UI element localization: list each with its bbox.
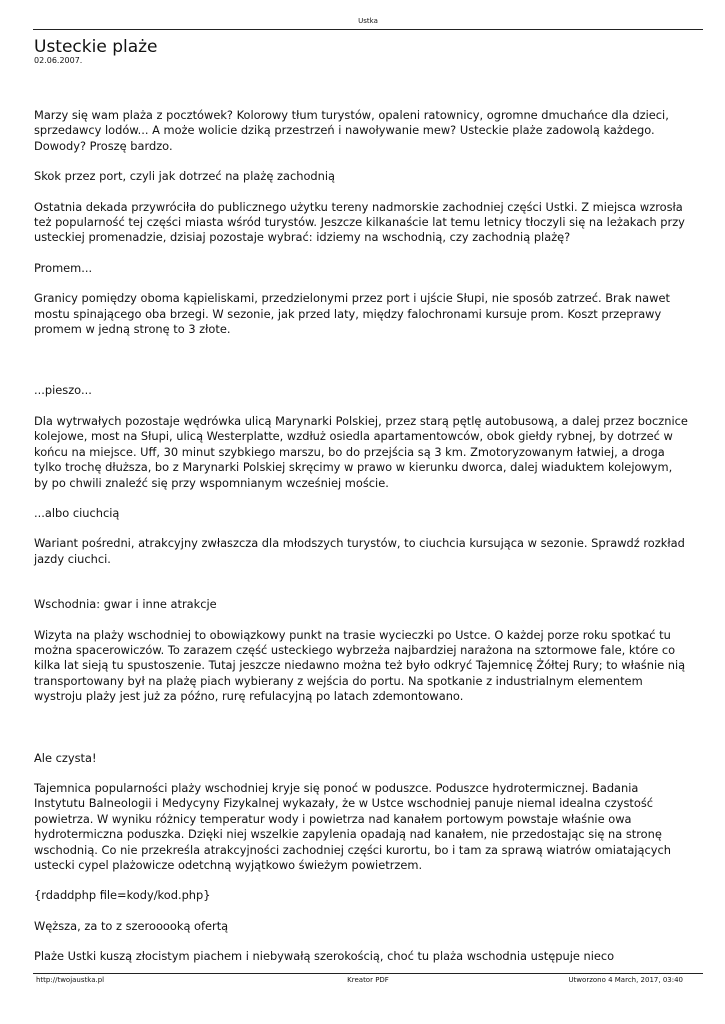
subheading-walk: ...pieszo...	[34, 383, 92, 398]
code-placeholder: {rdaddphp file=kody/kod.php}	[34, 888, 211, 903]
paragraph-intro: Marzy się wam plaża z pocztówek? Kolorowy tłum turystów, opaleni ratownicy, ogromne dmuchańce dla dzieci, sprzedawcy lodów... A może wolicie dziką przestrzeń i nawoływanie mew? Usteckie plaże zadowolą każdego. Dowody? Proszę bardzo.	[34, 108, 669, 153]
subheading-train: ...albo ciuchcią	[34, 505, 120, 520]
paragraph-east: Wizyta na plaży wschodniej to obowiązkowy punkt na trasie wycieczki po Ustce. O każdej porze roku spotkać tu można spacerowiczów. To zarazem część usteckiego wybrzeża najbardziej narażona na sztormowe fale, które co kilka lat sieją tu spustoszenie. Tutaj jeszcze niedawno można też było odkryć Tajemnicę Żółtej Rury; to właśnie nią transportowany był na plażę piach wybierany z wejścia do portu. Na spotkanie z industrialnym elementem wystroju plaży jest już za późno, rurę refulacyjną po latach zdemontowano.	[34, 627, 686, 704]
paragraph-walk: Dla wytrwałych pozostaje wędrówka ulicą Marynarki Polskiej, przez starą pętlę autobusową, a dalej przez bocznice kolejowe, most na Słupi, ulicą Westerplatte, wzdłuż osiedla apartamentowców, obok giełdy rybnej, by dotrzeć w końcu na miejsce. Uff, 30 minut szybkiego marszu, bo do przejścia są 3 km. Zmotoryzowanym łatwiej, a droga tylko trochę dłuższa, bo z Marynarki Polskiej skręcimy w prawo w kierunku dworca, dalej wiaduktem kolejowym, by po chwili znaleźć się przy wspomnianym wcześniej moście.	[34, 413, 688, 490]
footer-url: http://twojaustka.pl	[36, 976, 105, 984]
page-header	[33, 14, 703, 30]
paragraph-train: Wariant pośredni, atrakcyjny zwłaszcza dla młodszych turystów, to ciuchcia kursująca w sezonie. Sprawdź rozkład jazdy ciuchci.	[34, 536, 685, 566]
article-date: 02.06.2007.	[34, 56, 83, 65]
subheading-east: Wschodnia: gwar i inne atrakcje	[34, 597, 217, 612]
subheading-ferry: Promem...	[34, 260, 93, 275]
paragraph-west-beach: Ostatnia dekada przywróciła do publicznego użytku tereny nadmorskie zachodniej części Ustki. Z miejsca wzrosła też popularność tej części miasta wśród turystów. Jeszcze kilkanaście lat temu letnicy tłoczyli się na leżakach przy usteckiej promenadzie, dzisiaj pozostaje wybrać: idziemy na wschodnią, czy zachodnią plażę?	[34, 199, 685, 245]
article-title: Usteckie plaże	[34, 37, 158, 57]
header-site-name: Ustka	[358, 17, 378, 25]
subheading-clean: Ale czysta!	[34, 750, 97, 765]
subheading-port: Skok przez port, czyli jak dotrzeć na plażę zachodnią	[34, 169, 336, 184]
paragraph-offer: Plaże Ustki kuszą złocistym piachem i niebywałą szerokością, choć tu plaża wschodnia ustępuje nieco	[34, 949, 615, 964]
page-footer	[33, 973, 703, 986]
subheading-offer: Węższa, za to z szerooooką ofertą	[34, 918, 229, 933]
paragraph-clean: Tajemnica popularności plaży wschodniej kryje się ponoć w poduszce. Poduszce hydrotermicznej. Badania Instytutu Balneologii i Medycyny Fizykalnej wykazały, że w Ustce wschodniej panuje niemal idealna czystość powietrza. W wyniku różnicy temperatur wody i powietrza nad kanałem portowym powstaje właśnie owa hydrotermiczna poduszka. Dzięki niej wszelkie zapylenia opadają nad kanałem, nie przedostając się na stronę wschodnią. Co nie przekreśla atrakcyjności zachodniej części kurortu, bo i tam za sprawą wiatrów omiatających ustecki cypel plażowicze odetchną wyjątkowo świeżym powietrzem.	[34, 780, 671, 872]
footer-generator: Kreator PDF	[347, 976, 389, 984]
footer-created: Utworzono 4 March, 2017, 03:40	[568, 976, 683, 984]
paragraph-ferry: Granicy pomiędzy oboma kąpieliskami, przedzielonymi przez port i ujście Słupi, nie sposób zatrzeć. Brak nawet mostu spinającego oba brzegi. W sezonie, jak przed laty, między falochronami kursuje prom. Koszt przeprawy promem w jedną stronę to 3 złote.	[34, 291, 670, 337]
article-body	[34, 108, 689, 965]
